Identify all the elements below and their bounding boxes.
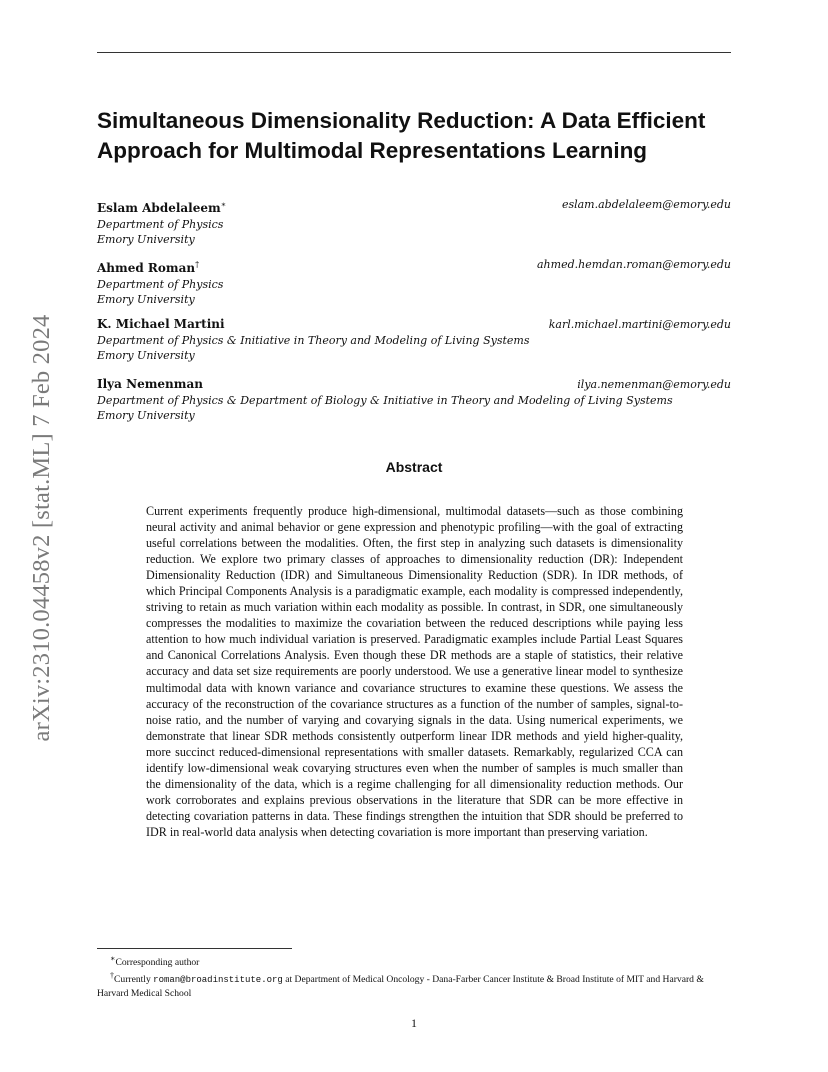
author-institution: Emory University bbox=[97, 293, 195, 306]
footnote-email-link[interactable]: roman@broadinstitute.org bbox=[153, 975, 283, 986]
author-entry bbox=[97, 197, 731, 248]
paper-title-line-1: Simultaneous Dimensionality Reduction: A Data Efficient bbox=[97, 108, 706, 133]
arxiv-identifier: arXiv:2310.04458v2 [stat.ML] 7 Feb 2024 bbox=[28, 314, 55, 741]
footnote-mark: † bbox=[110, 971, 114, 981]
author-affiliation: Department of Physics & Initiative in Theory and Modeling of Living Systems bbox=[97, 333, 530, 347]
paper-title bbox=[97, 106, 731, 166]
author-entry bbox=[97, 257, 731, 308]
author-mark: † bbox=[195, 260, 200, 269]
author-email[interactable]: ahmed.hemdan.roman@emory.edu bbox=[537, 258, 731, 271]
header-rule bbox=[97, 52, 731, 53]
author-institution: Emory University bbox=[97, 349, 195, 362]
author-affiliation: Department of Physics & Department of Biology & Initiative in Theory and Modeling of Living Systems bbox=[97, 393, 673, 407]
footnote-rule bbox=[97, 948, 292, 949]
author-institution: Emory University bbox=[97, 233, 195, 246]
author-email[interactable]: eslam.abdelaleem@emory.edu bbox=[561, 198, 731, 211]
author-affiliation: Department of Physics bbox=[97, 217, 224, 231]
abstract-text: Current experiments frequently produce high-dimensional, multimodal datasets—such as those combining neural activity and animal behavior or gene expression and phenotypic profiling—with the goal of extracting useful correlations between the modalities. Often, the first step in analyzing such datasets is dimensionality reduction. We explore two primary classes of approaches to dimensionality reduction (DR): Independent Dimensionality Reduction (IDR) and Simultaneous Dimensionality Reduction (SDR). In IDR methods, of which Principal Components Analysis is a paradigmatic example, each modality is compressed independently, striving to retain as much variation within each modality as possible. In contrast, in SDR, one simultaneously compresses the modalities to maximize the covariation between the reduced descriptions while paying less attention to how much individual variation is preserved. Paradigmatic examples include Partial Least Squares and Canonical Correlations Analysis. Even though these DR methods are a staple of statistics, their relative accuracy and data set size requirements are poorly understood. We use a generative linear model to synthesize multimodal data with known variance and covariance structures to examine these questions. We assess the accuracy of the reconstruction of the covariance structures as a function of the number of samples, signal-to-noise ratio, and the number of varying and covarying signals in the data. Using numerical experiments, we demonstrate that linear SDR methods consistently outperform linear IDR methods and yield higher-quality, more succinct reduced-dimensional representations with smaller datasets. Remarkably, regularized CCA can identify low-dimensional weak covarying structures even when the number of samples is much smaller than the dimensionality of the data, which is a regime challenging for all dimensionality reduction methods. Our work corroborates and explains previous observations in the literature that SDR can be more effective in detecting covariation patterns in data. These findings strengthen the intuition that SDR should be preferred to IDR in real-world data analysis when detecting covariation is more important than preserving variation. bbox=[146, 504, 683, 839]
author-affiliation: Department of Physics bbox=[97, 277, 224, 291]
author-name: Ilya Nemenman bbox=[97, 377, 203, 391]
author-email[interactable]: ilya.nemenman@emory.edu bbox=[577, 378, 731, 391]
author-name: Ahmed Roman† bbox=[97, 260, 200, 275]
author-name: K. Michael Martini bbox=[97, 317, 225, 331]
author-institution: Emory University bbox=[97, 409, 195, 422]
author-mark: ∗ bbox=[220, 200, 227, 209]
author-entry bbox=[97, 377, 731, 424]
footnote-1: ∗Corresponding author bbox=[110, 954, 200, 969]
footnote-2: †Currently roman@broadinstitute.org at Department of Medical Oncology - Dana-Farber Cancer Institute & Broad Institute of MIT and Harvard & Harvard Medical School bbox=[97, 971, 704, 1000]
author-name: Eslam Abdelaleem∗ bbox=[97, 200, 227, 215]
author-entry bbox=[97, 317, 731, 364]
abstract-heading: Abstract bbox=[385, 459, 443, 475]
footnote-mark: ∗ bbox=[110, 954, 116, 963]
footnotes bbox=[97, 952, 731, 1000]
page-number: 1 bbox=[411, 1016, 417, 1030]
author-email[interactable]: karl.michael.martini@emory.edu bbox=[548, 318, 731, 331]
arxiv-stamp bbox=[22, 290, 62, 765]
paper-title-line-2: Approach for Multimodal Representations Learning bbox=[97, 138, 648, 163]
